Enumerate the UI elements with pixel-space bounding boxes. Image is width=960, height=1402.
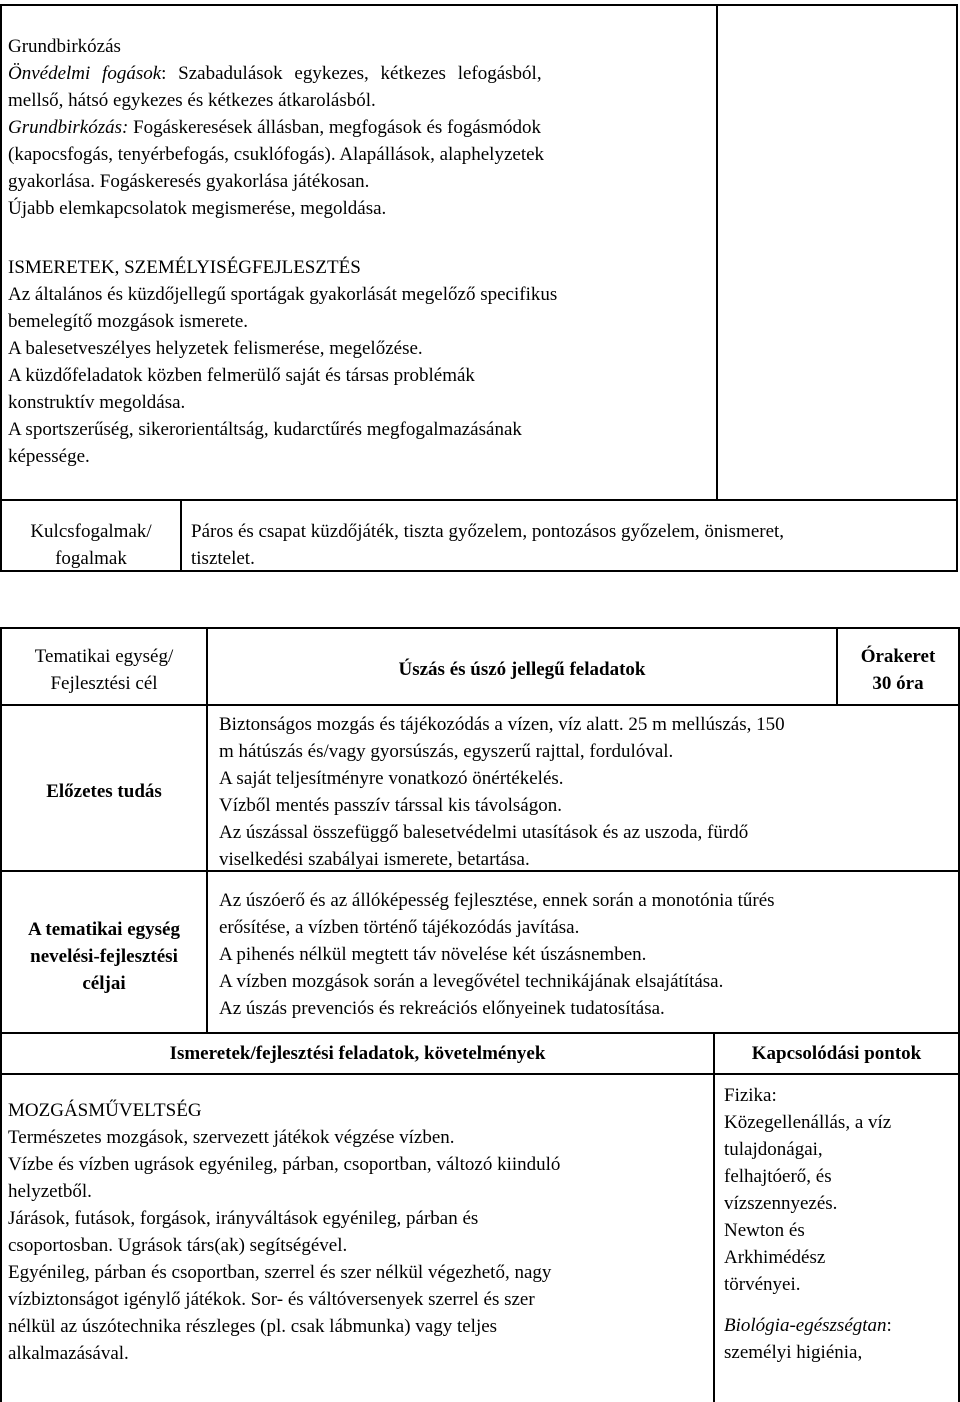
top-line-4: Grundbirkózás: Fogáskeresések állásban, megfogások és fogásmódok <box>8 117 541 138</box>
connections-text: Fizika: Közegellenállás, a víz tulajdonágai, felhajtóerő, és vízszennyezés. Newton és Arkhimédész törvényei. Biológia-egészségtan: személyi higiénia, <box>724 1082 956 1366</box>
unit-label-divider <box>206 627 208 1034</box>
ismeretek-line: bemelegítő mozgások ismerete. <box>8 311 249 332</box>
requirements-header: Ismeretek/fejlesztési feladatok, követelmények <box>169 1043 546 1064</box>
key-concepts-divider <box>180 499 182 572</box>
prior-knowledge-label: Előzetes tudás <box>46 781 162 802</box>
top-line-1: Grundbirkózás <box>8 36 121 57</box>
top-table-border-top <box>0 4 958 6</box>
top-line-2: Önvédelmi fogások: Szabadulások egykezes, kétkezes lefogásból, <box>8 63 542 84</box>
unit-label: Tematikai egység/ Fejlesztési cél <box>34 646 174 694</box>
unit-connections-divider <box>713 1032 715 1402</box>
ismeretek-block <box>8 254 713 470</box>
unit-header-bottom <box>0 1073 960 1075</box>
top-line-6: gyakorlása. Fogáskeresés gyakorlása játékosan. <box>8 171 370 192</box>
ismeretek-line: A küzdőfeladatok közben felmerülő saját és társas problémák <box>8 365 475 386</box>
unit-hours <box>838 643 958 697</box>
top-line-3: mellső, hátsó egykezes és kétkezes átkarolásból. <box>8 90 376 111</box>
requirements-text: MOZGÁSMŰVELTSÉG Természetes mozgások, szervezett játékok végzése vízben. Vízbe és vízben ugrások egyénileg, párban, csoportban, változó kiinduló helyzetből. Járások, futások, forgások, irányváltások egyénileg, párban és csoportosban. Ugrások társ(ak) segítségével. Egyénileg, párban és csoportban, szerrel és szer nélkül végezhető, nagy vízbiztonságot igénylő játékok. Sor- és váltóversenyek szerrel és szer nélkül az úszótechnika részleges (pl. csak lábmunka) vagy teljes alkalmazásával. <box>8 1100 561 1364</box>
connections-bio-text: személyi higiénia, <box>724 1342 863 1363</box>
ismeretek-line: A balesetveszélyes helyzetek felismerése, megelőzése. <box>8 338 423 359</box>
ismeretek-line: A sportszerűség, sikerorientáltság, kudarctűrés megfogalmazásának <box>8 419 522 440</box>
top-table-border-left <box>0 4 2 501</box>
ismeretek-line: Az általános és küzdőjellegű sportágak gyakorlását megelőző specifikus <box>8 284 558 305</box>
ismeretek-line: konstruktív megoldása. <box>8 392 186 413</box>
top-table-border-right <box>956 4 958 501</box>
unit-title: Úszás és úszó jellegű feladatok <box>398 659 646 680</box>
connections-bio-label: Biológia-egészségtan: <box>724 1315 892 1336</box>
goals-text: Az úszóerő és az állóképesség fejlesztése, ennek során a monotónia tűrés erősítése, a vízben történő tájékozódás javítása. A pihenés nélkül megtett táv növelése két úszásnemben. A vízben mozgások során a levegővétel technikájának elsajátítása. Az úszás prevenciós és rekreációs előnyeinek tudatosítása. <box>219 890 775 1019</box>
key-concepts-border-right <box>956 499 958 572</box>
key-concepts-label: Kulcsfogalmak/ fogalmak <box>30 521 152 569</box>
key-concepts-text: Páros és csapat küzdőjáték, tiszta győzelem, pontozásos győzelem, önismeret, tisztelet. <box>191 521 785 569</box>
hours-value: 30 óra <box>872 673 924 694</box>
top-line-7: Újabb elemkapcsolatok megismerése, megoldása. <box>8 198 387 219</box>
top-table-border-bottom <box>0 499 958 501</box>
ismeretek-heading: ISMERETEK, SZEMÉLYISÉGFEJLESZTÉS <box>8 257 361 278</box>
prior-knowledge-text: Biztonságos mozgás és tájékozódás a vízen, víz alatt. 25 m mellúszás, 150 m hátúszás és/vagy gyorsúszás, egyszerű rajttal, fordulóval. A saját teljesítményre vonatkozó önértékelés. Vízből mentés passzív társsal kis távolságon. Az úszással összefüggő balesetvédelmi utasítások és az uszoda, fürdő viselkedési szabályai ismerete, betartása. <box>219 714 785 870</box>
top-table-content <box>8 33 713 222</box>
unit-border-left <box>0 627 2 1402</box>
ismeretek-line: képessége. <box>8 446 90 467</box>
goals-label: A tematikai egység nevelési-fejlesztési céljai <box>28 919 180 994</box>
unit-row1-bottom <box>0 704 960 706</box>
hours-label: Órakeret <box>860 646 936 667</box>
top-table-divider <box>716 4 718 501</box>
connections-header: Kapcsolódási pontok <box>751 1043 922 1064</box>
unit-row3-bottom <box>0 1032 960 1034</box>
unit-border-top <box>0 627 960 629</box>
top-line-5: (kapocsfogás, tenyérbefogás, csuklófogás). Alapállások, alaphelyzetek <box>8 144 545 165</box>
